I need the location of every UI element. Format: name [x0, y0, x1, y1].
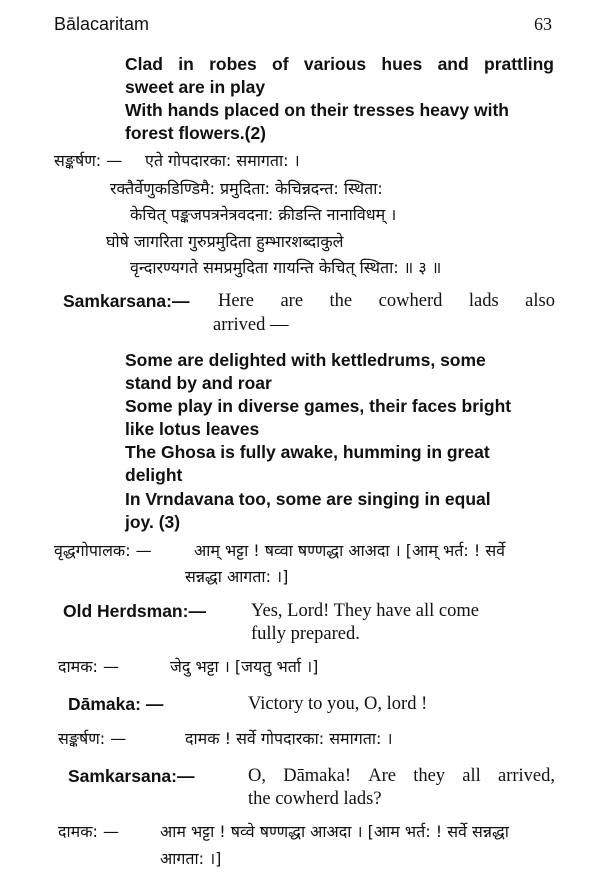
running-title: Bālacaritam: [54, 14, 150, 34]
verse-line: In Vrndavana too, some are singing in equal: [125, 489, 491, 509]
verse-line: forest flowers.(2): [125, 123, 266, 143]
verse-line: joy. (3): [125, 512, 181, 532]
sanskrit-line: जेदु भट्टा । [जयतु भर्ता ।]: [170, 657, 319, 676]
speaker-label: Samkarsana:—: [68, 766, 195, 786]
speaker-label: Dāmaka: —: [68, 694, 164, 714]
verse-line: sweet are in play: [125, 77, 266, 97]
speaker-label: Samkarsana:—: [63, 291, 190, 311]
dialogue-line: Yes, Lord! They have all come: [251, 601, 479, 621]
dialogue-line: O, Dāmaka! Are they all arrived,: [248, 766, 555, 786]
verse-line: Some play in diverse games, their faces bright: [125, 396, 512, 416]
sanskrit-verse-line: रक्तैर्वेणुकडिण्डिमै: प्रमुदिता: केचिन्नदन्त: स्थिता:: [110, 179, 383, 198]
sanskrit-line: आम भट्टा ! षव्वे षण्णद्धा आअदा । [आम भर्त: ! सर्वे सन्नद्धा: [160, 822, 509, 841]
verse-line: Some are delighted with kettledrums, some: [125, 350, 486, 370]
sanskrit-line: आम् भट्टा ! षव्वा षण्णद्धा आअदा । [आम् भर्त: ! सर्वे: [194, 541, 506, 560]
sanskrit-line: एते गोपदारका: समागता: ।: [145, 151, 300, 170]
sanskrit-speaker: सङ्कर्षण: —: [58, 729, 127, 748]
sanskrit-speaker: दामक: —: [58, 657, 119, 676]
sanskrit-speaker: सङ्कर्षण: —: [54, 151, 123, 170]
sanskrit-line: आगता: ।]: [160, 849, 222, 868]
verse-line: delight: [125, 465, 183, 485]
verse-line: stand by and roar: [125, 373, 272, 393]
sanskrit-line: सन्नद्धा आगता: ।]: [185, 567, 289, 586]
sanskrit-verse-line: वृन्दारण्यगते समप्रमुदिता गायन्ति केचित् स्थिता: ॥ ३ ॥: [130, 258, 442, 277]
verse-line: With hands placed on their tresses heavy with: [125, 100, 509, 120]
sanskrit-verse-line: केचित् पङ्कजपत्रनेत्रवदना: क्रीडन्ति नानाविधम् ।: [130, 205, 397, 224]
sanskrit-speaker: वृद्धगोपालक: —: [54, 541, 152, 560]
dialogue-line: fully prepared.: [251, 624, 360, 644]
page-number: 63: [534, 14, 552, 34]
sanskrit-speaker: दामक: —: [58, 822, 119, 841]
speaker-label: Old Herdsman:—: [63, 601, 206, 621]
dialogue-line: the cowherd lads?: [248, 789, 382, 809]
sanskrit-line: दामक ! सर्वे गोपदारका: समागता: ।: [185, 729, 393, 748]
dialogue-line: arrived —: [213, 315, 289, 335]
sanskrit-verse-line: घोषे जागरिता गुरुप्रमुदिता हुम्भारशब्दाकुले: [106, 232, 344, 251]
dialogue-line: Here are the cowherd lads also: [218, 291, 555, 311]
verse-line: Clad in robes of various hues and prattling: [125, 54, 554, 74]
verse-line: like lotus leaves: [125, 419, 260, 439]
page-header: [54, 14, 552, 40]
dialogue-line: Victory to you, O, lord !: [248, 694, 428, 714]
verse-line: The Ghosa is fully awake, humming in great: [125, 442, 490, 462]
